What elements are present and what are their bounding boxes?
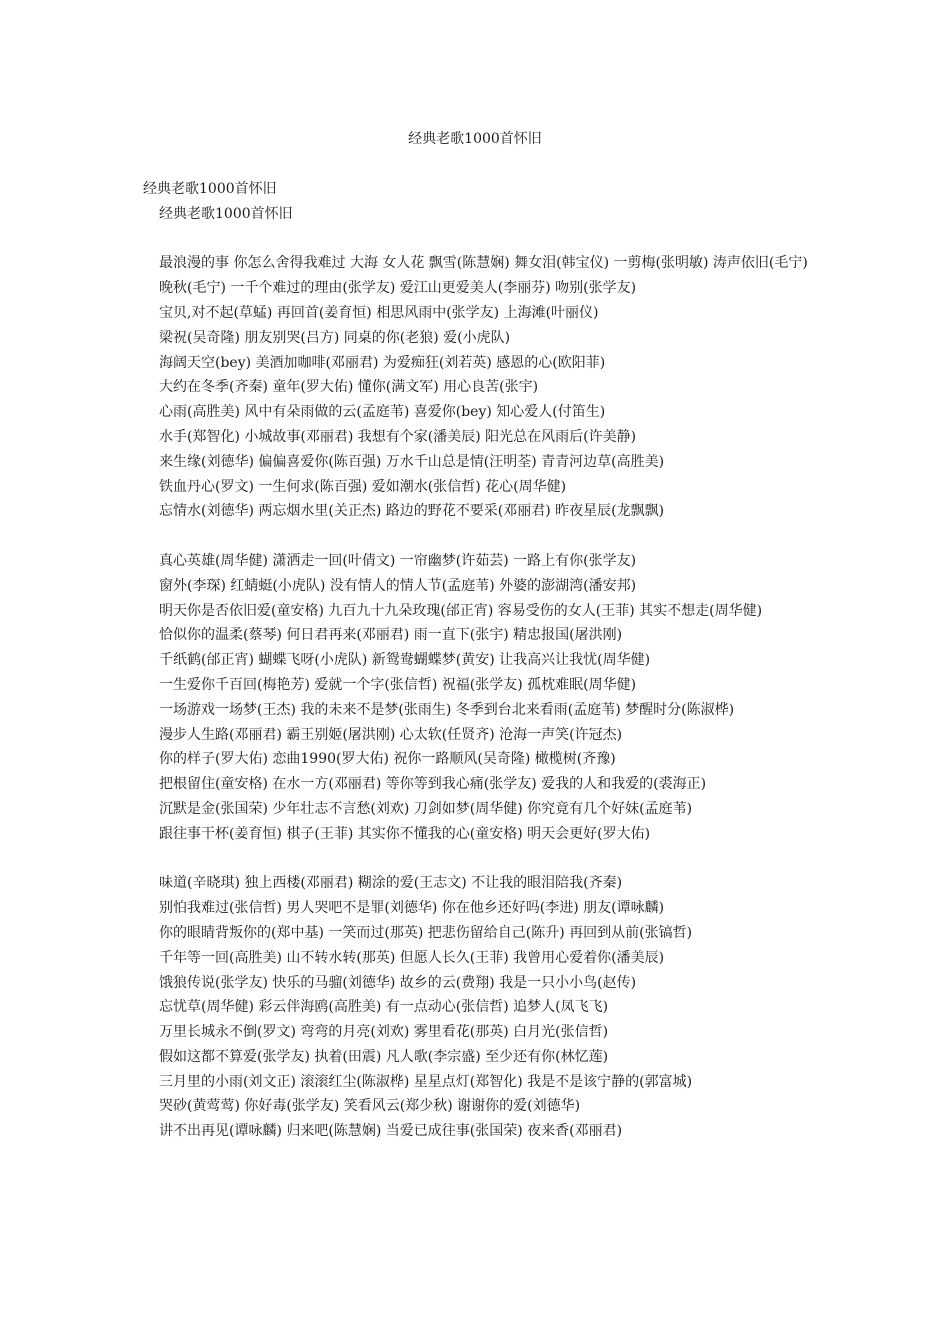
- song-list-line: 水手(郑智化) 小城故事(邓丽君) 我想有个家(潘美辰) 阳光总在风雨后(许美静): [159, 428, 637, 445]
- song-list-line: 大约在冬季(齐秦) 童年(罗大佑) 懂你(满文军) 用心良苦(张宇): [159, 379, 539, 396]
- song-list-line: 梁祝(吴奇隆) 朋友别哭(吕方) 同桌的你(老狼) 爱(小虎队): [159, 329, 511, 346]
- song-list-section-3: [143, 871, 809, 1144]
- heading-line: 经典老歌1000首怀旧: [143, 181, 277, 197]
- song-list-line: 三月里的小雨(刘文正) 滚滚红尘(陈淑桦) 星星点灯(郑智化) 我是不是该宁静的(郭富城): [159, 1073, 693, 1090]
- song-list-line: 哭砂(黄莺莺) 你好毒(张学友) 笑看风云(郑少秋) 谢谢你的爱(刘德华): [159, 1098, 581, 1115]
- blank-line: [143, 227, 809, 252]
- song-list-line: 宝贝,对不起(草蜢) 再回首(姜育恒) 相思风雨中(张学友) 上海滩(叶丽仪): [159, 304, 599, 321]
- song-list-line: 海阔天空(bey) 美酒加咖啡(邓丽君) 为爱痴狂(刘若英) 感恩的心(欧阳菲): [159, 354, 606, 371]
- blank-line: [143, 524, 809, 549]
- song-list-line: 千纸鹤(邰正宵) 蝴蝶飞呀(小虎队) 新鸳鸯蝴蝶梦(黄安) 让我高兴让我忧(周华健): [159, 652, 651, 669]
- song-list-line: 最浪漫的事 你怎么舍得我难过 大海 女人花 飘雪(陈慧娴) 舞女泪(韩宝仪) 一剪梅(张明敏) 涛声依旧(毛宁): [159, 255, 808, 272]
- song-list-line: 心雨(高胜美) 风中有朵雨做的云(孟庭苇) 喜爱你(bey) 知心爱人(付笛生): [159, 404, 606, 421]
- song-list-line: 晚秋(毛宁) 一千个难过的理由(张学友) 爱江山更爱美人(李丽芬) 吻别(张学友): [159, 280, 637, 297]
- song-list-line: 别怕我难过(张信哲) 男人哭吧不是罪(刘德华) 你在他乡还好吗(李进) 朋友(谭咏麟): [159, 900, 665, 917]
- song-list-line: 来生缘(刘德华) 偏偏喜爱你(陈百强) 万水千山总是情(汪明荃) 青青河边草(高胜美): [159, 453, 665, 470]
- song-list-line: 漫步人生路(邓丽君) 霸王别姬(屠洪刚) 心太软(任贤齐) 沧海一声笑(许冠杰): [159, 726, 623, 743]
- song-list-line: 跟往事干杯(姜育恒) 棋子(王菲) 其实你不懂我的心(童安格) 明天会更好(罗大佑): [159, 825, 651, 842]
- song-list-line: 铁血丹心(罗文) 一生何求(陈百强) 爱如潮水(张信哲) 花心(周华健): [159, 478, 567, 495]
- song-list-section-1: [143, 251, 809, 524]
- song-list-line: 真心英雄(周华健) 潇洒走一回(叶倩文) 一帘幽梦(许茹芸) 一路上有你(张学友): [159, 552, 637, 569]
- song-list-line: 味道(辛晓琪) 独上西楼(邓丽君) 糊涂的爱(王志文) 不让我的眼泪陪我(齐秦): [159, 875, 623, 892]
- song-list-line: 忘忧草(周华健) 彩云伴海鸥(高胜美) 有一点动心(张信哲) 追梦人(凤飞飞): [159, 999, 609, 1016]
- song-list-line: 你的样子(罗大佑) 恋曲1990(罗大佑) 祝你一路顺风(吴奇隆) 橄榄树(齐豫): [159, 751, 616, 768]
- song-list-line: 讲不出再见(谭咏麟) 归来吧(陈慧娴) 当爱已成往事(张国荣) 夜来香(邓丽君): [159, 1123, 623, 1140]
- song-list-line: 把根留住(童安格) 在水一方(邓丽君) 等你等到我心痛(张学友) 爱我的人和我爱的(裘海正): [159, 776, 707, 793]
- song-list-line: 明天你是否依旧爱(童安格) 九百九十九朵玫瑰(邰正宵) 容易受伤的女人(王菲) 其实不想走(周华健): [159, 602, 763, 619]
- document-body: [143, 177, 809, 1144]
- song-list-line: 饿狼传说(张学友) 快乐的马骝(刘德华) 故乡的云(费翔) 我是一只小小鸟(赵传): [159, 974, 637, 991]
- song-list-line: 忘情水(刘德华) 两忘烟水里(关正杰) 路边的野花不要采(邓丽君) 昨夜星辰(龙飘飘): [159, 503, 665, 520]
- song-list-line: 窗外(李琛) 红蜻蜓(小虎队) 没有情人的情人节(孟庭苇) 外婆的澎湖湾(潘安邦): [159, 577, 637, 594]
- song-list-line: 你的眼睛背叛你的(郑中基) 一笑而过(那英) 把悲伤留给自己(陈升) 再回到从前(张镐哲): [159, 924, 693, 941]
- song-list-line: 一场游戏一场梦(王杰) 我的未来不是梦(张雨生) 冬季到台北来看雨(孟庭苇) 梦醒时分(陈淑桦): [159, 701, 735, 718]
- subheading-line: 经典老歌1000首怀旧: [159, 205, 293, 222]
- blank-line: [143, 847, 809, 872]
- song-list-line: 恰似你的温柔(蔡琴) 何日君再来(邓丽君) 雨一直下(张宇) 精忠报国(屠洪刚): [159, 627, 623, 644]
- song-list-section-2: [143, 549, 809, 847]
- song-list-line: 千年等一回(高胜美) 山不转水转(那英) 但愿人长久(王菲) 我曾用心爱着你(潘美辰): [159, 949, 665, 966]
- page-title: 经典老歌1000首怀旧: [408, 131, 542, 147]
- song-list-line: 一生爱你千百回(梅艳芳) 爱就一个字(张信哲) 祝福(张学友) 孤枕难眠(周华健): [159, 676, 637, 693]
- song-list-line: 万里长城永不倒(罗文) 弯弯的月亮(刘欢) 雾里看花(那英) 白月光(张信哲): [159, 1024, 609, 1041]
- song-list-line: 假如这都不算爱(张学友) 执着(田震) 凡人歌(李宗盛) 至少还有你(林忆莲): [159, 1048, 609, 1065]
- song-list-line: 沉默是金(张国荣) 少年壮志不言愁(刘欢) 刀剑如梦(周华健) 你究竟有几个好妹(孟庭苇): [159, 800, 693, 817]
